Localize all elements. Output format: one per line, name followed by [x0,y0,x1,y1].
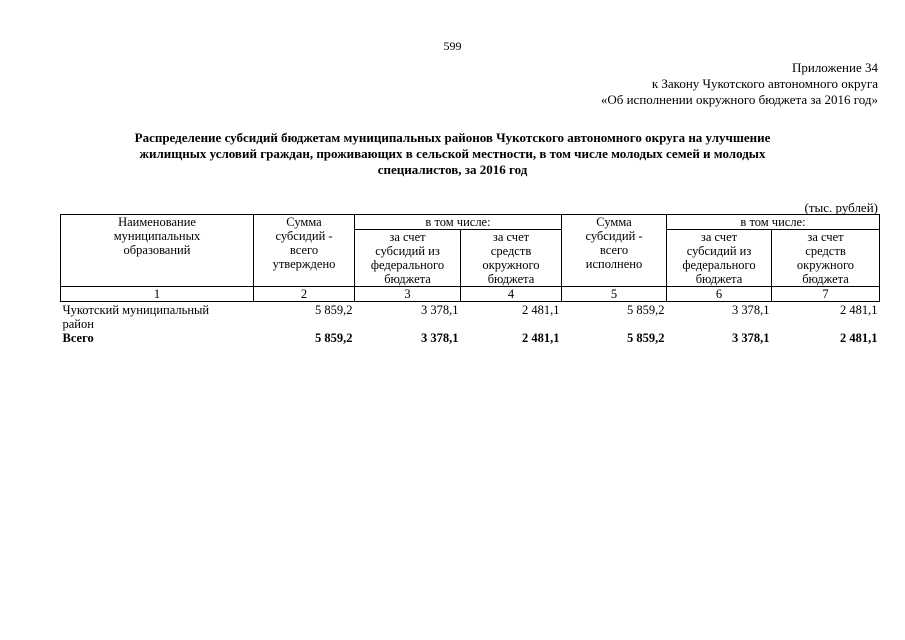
cell-value: 2 481,1 [522,303,560,317]
units-label: (тыс. рублей) [804,200,878,215]
appendix-block [601,60,878,108]
cell-value: 5 859,2 [315,303,353,317]
column-number: 7 [772,287,880,302]
header-approved-total: Сумма субсидий - всего утверждено [254,215,355,287]
row-name: Чукотский муниципальный район [62,303,210,331]
appendix-line: Приложение 34 [791,60,878,75]
total-value: 3 378,1 [732,331,770,345]
page-number: 599 [443,39,462,53]
table-header-row [61,215,880,230]
appendix-line: «Об исполнении окружного бюджета за 2016 год» [600,92,878,107]
column-number: 4 [461,287,562,302]
title-line: Распределение субсидий бюджетам муниципальных районов Чукотского автономного округа на улучшение [134,130,771,145]
column-number: 3 [355,287,461,302]
appendix-line: к Закону Чукотского автономного округа [651,76,878,91]
header-executed-total: Сумма субсидий - всего исполнено [562,215,667,287]
total-label: Всего [62,331,94,345]
header-executed-district: за счет средств окружного бюджета [772,230,880,287]
title-line: специалистов, за 2016 год [377,162,528,177]
column-number: 6 [667,287,772,302]
cell-value: 3 378,1 [421,303,459,317]
document-title [60,130,845,178]
total-value: 2 481,1 [522,331,560,345]
header-executed-federal: за счет субсидий из федерального бюджета [667,230,772,287]
title-line: жилищных условий граждан, проживающих в сельской местности, в том числе молодых семей и молодых [139,146,766,161]
cell-value: 2 481,1 [840,303,878,317]
total-row [61,331,880,345]
header-including-executed: в том числе: [667,215,880,230]
subsidy-table [60,214,880,345]
column-number: 5 [562,287,667,302]
cell-value: 3 378,1 [732,303,770,317]
header-approved-federal: за счет субсидий из федерального бюджета [355,230,461,287]
header-approved-district: за счет средств окружного бюджета [461,230,562,287]
column-number: 2 [254,287,355,302]
total-value: 2 481,1 [840,331,878,345]
header-name: Наименование муниципальных образований [61,215,254,287]
column-number-row [61,287,880,302]
total-value: 3 378,1 [421,331,459,345]
total-value: 5 859,2 [627,331,665,345]
total-value: 5 859,2 [315,331,353,345]
column-number: 1 [61,287,254,302]
header-including-approved: в том числе: [355,215,562,230]
cell-value: 5 859,2 [627,303,665,317]
table-row [61,302,880,332]
